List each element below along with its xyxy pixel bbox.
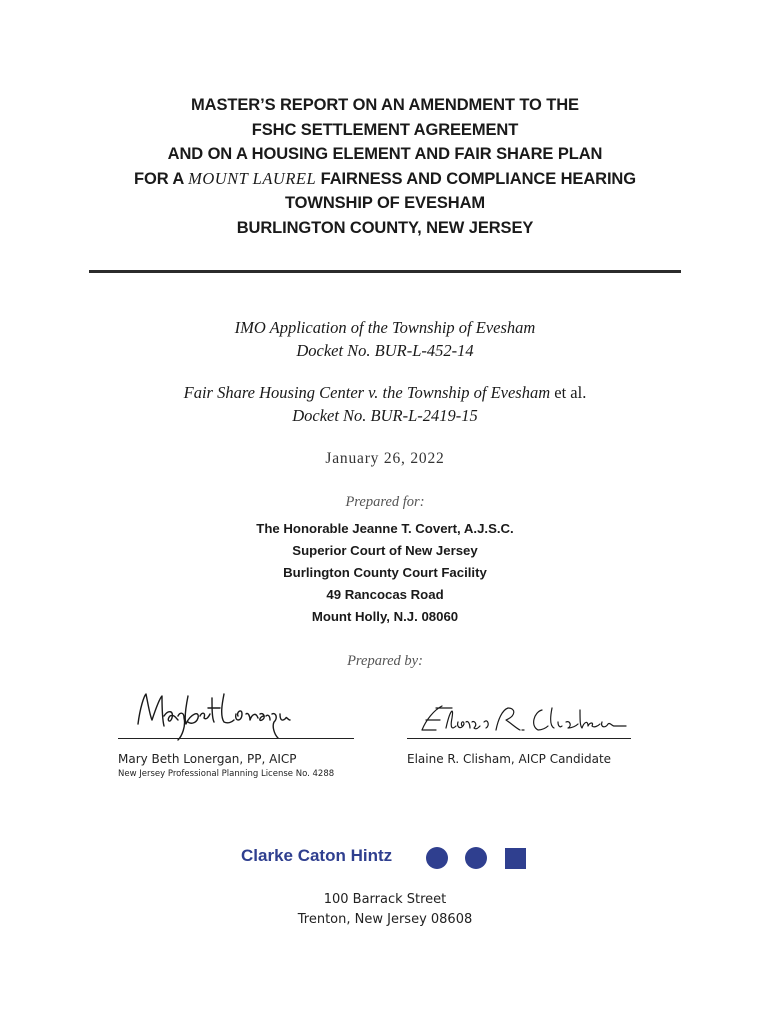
prepared-for-line: Burlington County Court Facility [283,565,487,580]
signature-line-2 [407,738,631,739]
report-date: January 26, 2022 [325,450,445,467]
signature-line-1 [118,738,354,739]
case-2 [0,381,770,427]
firm-logo-circle-2 [465,847,487,869]
signature-clisham [412,700,632,740]
title-divider [89,270,681,273]
firm-name: Clarke Caton Hintz [241,846,393,865]
report-title [0,93,770,241]
signer-2-name: Elaine R. Clisham, AICP Candidate [407,752,612,766]
firm-logo-square [505,848,526,869]
title-line-6: BURLINGTON COUNTY, NEW JERSEY [236,218,534,237]
signature-lonergan [128,686,298,744]
case-2-suffix: et al. [554,383,587,402]
title-line-1: MASTER’S REPORT ON AN AMENDMENT TO THE [191,96,579,114]
signer-1-license: New Jersey Professional Planning License No. 4288 [118,769,335,779]
case-2-docket: Docket No. BUR-L-2419-15 [292,406,478,425]
firm-address-line-1: 100 Barrack Street [323,892,447,907]
case-1-name: IMO Application of the Township of Evesham [234,318,536,337]
case-2-name: Fair Share Housing Center v. the Township of Evesham [183,383,551,402]
prepared-for-label: Prepared for: [345,494,425,510]
title-line-2: FSHC SETTLEMENT AGREEMENT [251,120,519,139]
case-1-docket: Docket No. BUR-L-452-14 [296,341,474,360]
firm-logo-circle-1 [426,847,448,869]
prepared-for-line: Superior Court of New Jersey [292,543,478,558]
prepared-by-label: Prepared by: [347,653,423,669]
case-2-title [0,381,770,404]
prepared-for-line: The Honorable Jeanne T. Covert, A.J.S.C. [256,521,514,536]
title-line-4-post: FAIRNESS AND COMPLIANCE HEARING [320,169,636,188]
firm-address-line-2: Trenton, New Jersey 08608 [297,912,473,927]
title-line-3: AND ON A HOUSING ELEMENT AND FAIR SHARE PLAN [167,145,603,164]
prepared-for-line: Mount Holly, N.J. 08060 [311,609,459,624]
title-line-4-pre: FOR A [134,169,184,188]
firm-address [0,890,770,930]
signer-1-name: Mary Beth Lonergan, PP, AICP [118,752,297,766]
title-mount-laurel: MOUNT LAUREL [188,168,317,188]
case-1 [0,316,770,362]
prepared-for-address [0,518,770,628]
title-line-4 [0,167,770,192]
prepared-for-line: 49 Rancocas Road [326,587,444,602]
title-line-5: TOWNSHIP OF EVESHAM [284,194,486,213]
